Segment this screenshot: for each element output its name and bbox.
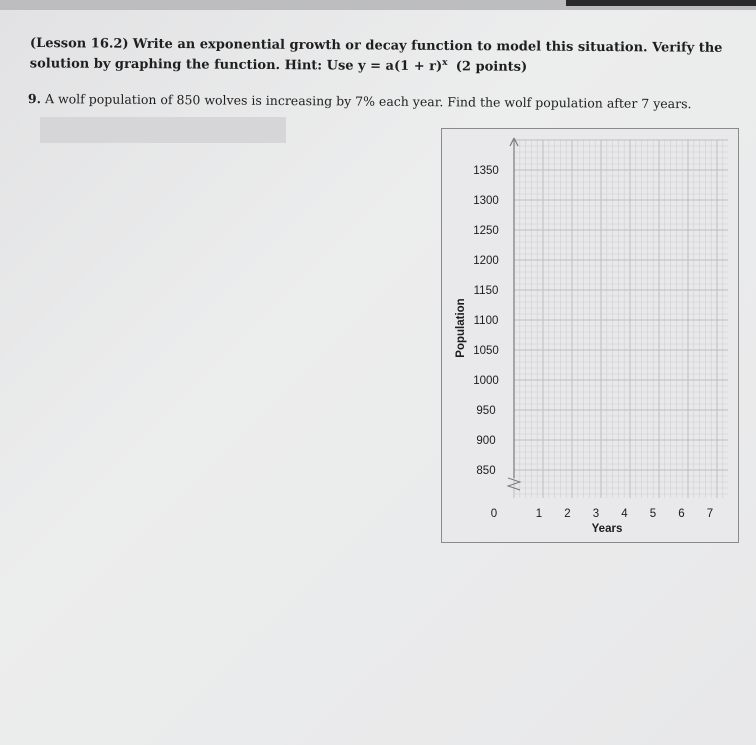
instructions-exponent: x xyxy=(442,57,448,68)
x-tick-label: 4 xyxy=(621,508,628,520)
x-tick-label: 7 xyxy=(706,508,714,520)
y-tick-label: 1350 xyxy=(473,165,499,177)
instructions-text: Write an exponential growth or decay function to model this situation. Verify the solution by graphing the function. Hint: Use y = a(1 + r) xyxy=(29,36,723,75)
y-tick-label: 1100 xyxy=(473,315,499,327)
y-tick-label: 1300 xyxy=(473,195,499,207)
y-tick-label: 1200 xyxy=(473,255,499,267)
question-text: A wolf population of 850 wolves is increasing by 7% each year. Find the wolf population after 7 years. xyxy=(44,91,692,112)
x-axis-title: Years xyxy=(591,523,623,535)
y-tick-label: 1150 xyxy=(473,285,499,297)
x-tick-label: 0 xyxy=(490,508,498,520)
lesson-label: (Lesson 16.2) xyxy=(29,36,129,52)
x-tick-label: 5 xyxy=(649,508,657,520)
x-tick-label: 6 xyxy=(678,508,685,520)
y-tick-label: 850 xyxy=(476,465,496,477)
y-tick-label: 950 xyxy=(476,405,496,417)
y-tick-label: 1000 xyxy=(473,375,499,387)
y-axis-title: Population xyxy=(455,298,467,358)
y-tick-label: 1250 xyxy=(473,225,499,237)
x-tick-label: 3 xyxy=(592,508,600,520)
y-tick-label: 1050 xyxy=(473,345,499,357)
question-number: 9. xyxy=(27,91,42,107)
y-tick-label: 900 xyxy=(476,435,496,447)
points-label: (2 points) xyxy=(455,59,528,75)
x-tick-label: 2 xyxy=(564,508,571,520)
x-tick-label: 1 xyxy=(535,508,543,520)
